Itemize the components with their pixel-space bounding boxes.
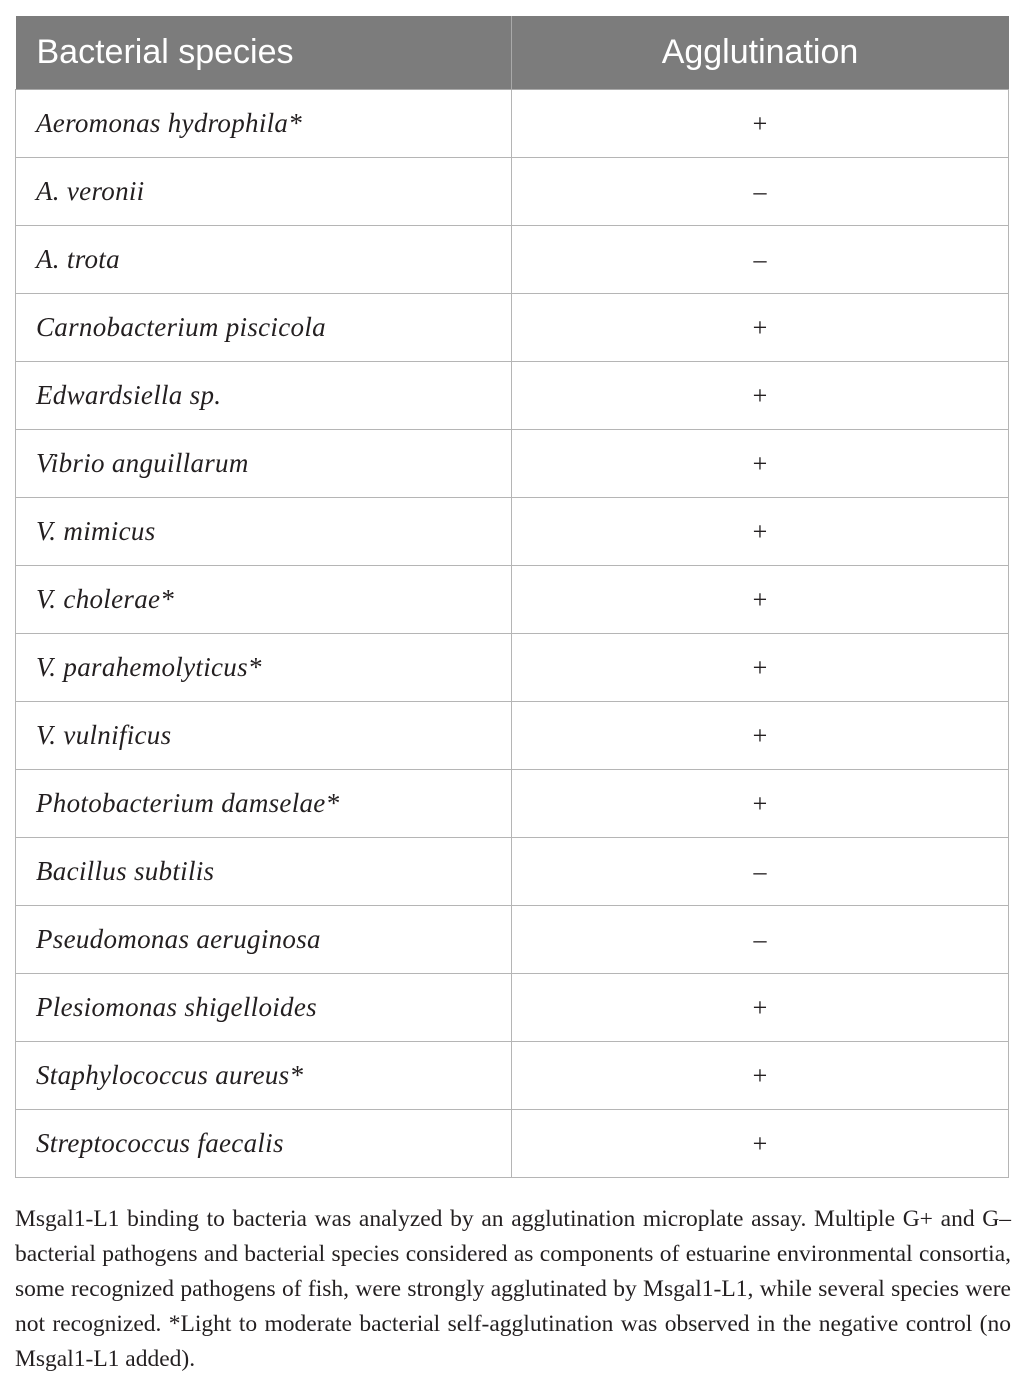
table-row: [16, 1110, 1009, 1178]
species-cell: Plesiomonas shigelloides: [16, 974, 512, 1042]
table-row: [16, 974, 1009, 1042]
agglutination-cell: +: [512, 430, 1009, 498]
agglutination-cell: –: [512, 838, 1009, 906]
table-row: [16, 566, 1009, 634]
table-row: [16, 1042, 1009, 1110]
table-row: [16, 906, 1009, 974]
table-body: [16, 90, 1009, 1178]
species-cell: Aeromonas hydrophila*: [16, 90, 512, 158]
species-cell: Carnobacterium piscicola: [16, 294, 512, 362]
species-cell: A. trota: [16, 226, 512, 294]
species-cell: Staphylococcus aureus*: [16, 1042, 512, 1110]
agglutination-cell: +: [512, 974, 1009, 1042]
column-header-agglutination: Agglutination: [512, 16, 1009, 90]
table-header: [16, 16, 1009, 90]
species-cell: V. cholerae*: [16, 566, 512, 634]
table-row: [16, 770, 1009, 838]
table-row: [16, 294, 1009, 362]
agglutination-cell: +: [512, 498, 1009, 566]
table-row: [16, 498, 1009, 566]
agglutination-cell: +: [512, 1042, 1009, 1110]
species-cell: V. vulnificus: [16, 702, 512, 770]
table-row: [16, 90, 1009, 158]
agglutination-cell: +: [512, 294, 1009, 362]
species-cell: Edwardsiella sp.: [16, 362, 512, 430]
species-cell: Pseudomonas aeruginosa: [16, 906, 512, 974]
species-cell: A. veronii: [16, 158, 512, 226]
header-row: [16, 16, 1009, 90]
species-cell: Vibrio anguillarum: [16, 430, 512, 498]
table-row: [16, 362, 1009, 430]
agglutination-cell: +: [512, 362, 1009, 430]
agglutination-table: [15, 16, 1009, 1178]
agglutination-cell: –: [512, 226, 1009, 294]
species-cell: Streptococcus faecalis: [16, 1110, 512, 1178]
species-cell: V. mimicus: [16, 498, 512, 566]
table-row: [16, 158, 1009, 226]
agglutination-cell: +: [512, 702, 1009, 770]
agglutination-table-container: [15, 16, 1008, 1178]
table-row: [16, 634, 1009, 702]
agglutination-cell: +: [512, 1110, 1009, 1178]
table-row: [16, 226, 1009, 294]
species-cell: V. parahemolyticus*: [16, 634, 512, 702]
table-row: [16, 702, 1009, 770]
agglutination-cell: +: [512, 90, 1009, 158]
agglutination-cell: +: [512, 770, 1009, 838]
table-footnote: Msgal1-L1 binding to bacteria was analyzed by an agglutination microplate assay. Multiple G+ and G– bacterial pathogens and bacterial species considered as components of estuarine environmental consortia, some recognized pathogens of fish, were strongly agglutinated by Msgal1-L1, while several species were not recognized. *Light to moderate bacterial self-agglutination was observed in the negative control (no Msgal1-L1 added).: [15, 1206, 1011, 1372]
table-row: [16, 838, 1009, 906]
agglutination-cell: +: [512, 566, 1009, 634]
column-header-bacterial-species: Bacterial species: [16, 16, 512, 90]
agglutination-cell: –: [512, 906, 1009, 974]
table-row: [16, 430, 1009, 498]
species-cell: Bacillus subtilis: [16, 838, 512, 906]
species-cell: Photobacterium damselae*: [16, 770, 512, 838]
agglutination-cell: +: [512, 634, 1009, 702]
agglutination-cell: –: [512, 158, 1009, 226]
